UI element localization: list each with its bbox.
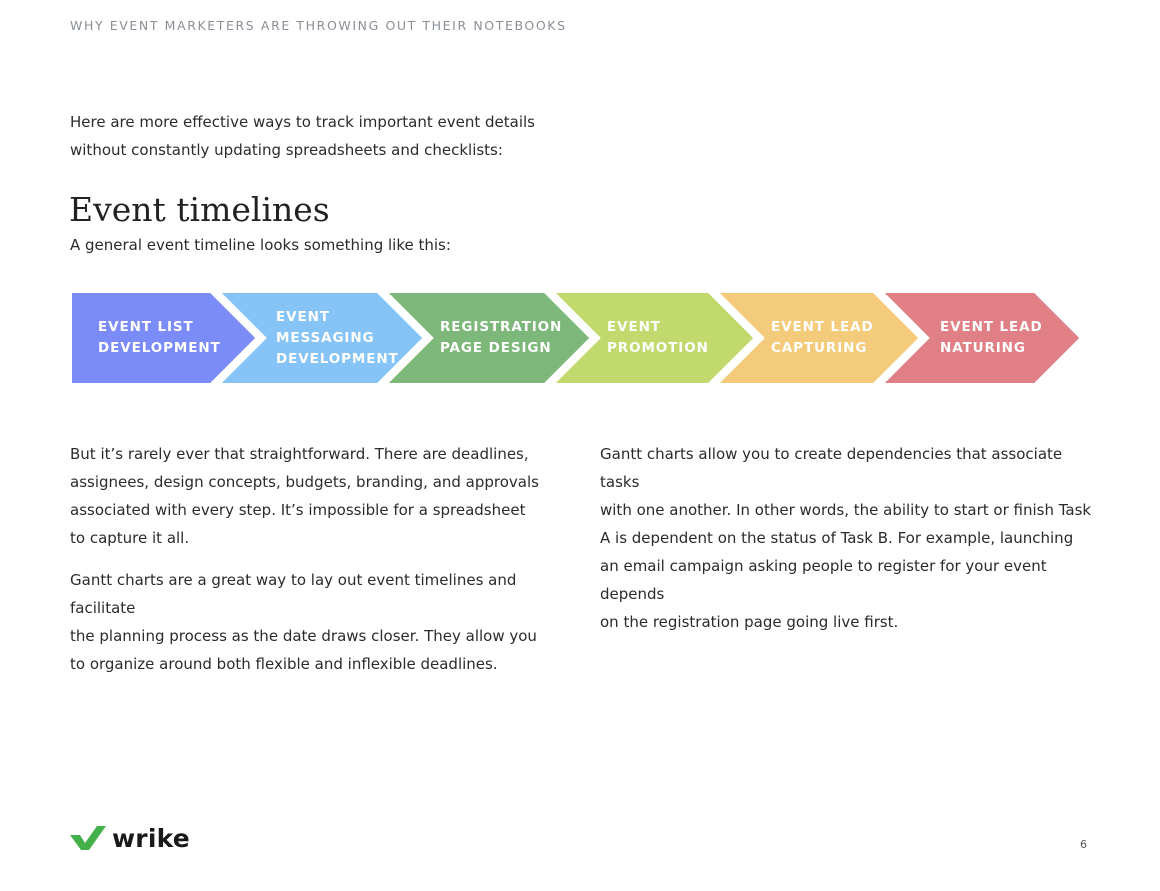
section-subtitle: A general event timeline looks something like this:	[70, 236, 451, 254]
intro-line-2: without constantly updating spreadsheets and checklists:	[70, 141, 503, 159]
logo-wordmark: wrike	[112, 823, 190, 853]
intro-text	[70, 108, 590, 164]
wrike-checkmark-icon	[70, 826, 106, 850]
wrike-logo	[70, 822, 190, 854]
timeline-step-label: EVENT LIST DEVELOPMENT	[98, 319, 221, 356]
timeline-step-label: EVENT PROMOTION	[607, 319, 709, 356]
intro-line-1: Here are more effective ways to track important event details	[70, 113, 535, 131]
left-column	[70, 440, 570, 692]
timeline-step-label: EVENT LEAD CAPTURING	[771, 319, 874, 356]
section-title: Event timelines	[69, 190, 330, 229]
timeline-step-label: REGISTRATION PAGE DESIGN	[440, 319, 563, 356]
right-paragraph-1: Gantt charts allow you to create dependencies that associate tasks with one another. In other words, the ability to start or finish Task A is dependent on the status of Task B. For example, launching an email campaign asking people to register for your event depends on the registration page going live first.	[600, 445, 1092, 631]
left-paragraph-2: Gantt charts are a great way to lay out event timelines and facilitate the planning process as the date draws closer. They allow you to organize around both flexible and inflexible deadlines.	[70, 571, 537, 673]
timeline-arrows	[70, 291, 1083, 385]
running-header: WHY EVENT MARKETERS ARE THROWING OUT THEIR NOTEBOOKS	[70, 18, 567, 33]
left-paragraph-1: But it’s rarely ever that straightforward. There are deadlines, assignees, design concepts, budgets, branding, and approvals associated with every step. It’s impossible for a spreadsheet to capture it all.	[70, 445, 539, 547]
timeline-step-label: EVENT MESSAGING DEVELOPMENT	[276, 308, 399, 367]
timeline-step-label: EVENT LEAD NATURING	[940, 319, 1043, 356]
right-column	[600, 440, 1100, 650]
page-number: 6	[1080, 838, 1087, 851]
event-timeline	[70, 291, 1083, 385]
